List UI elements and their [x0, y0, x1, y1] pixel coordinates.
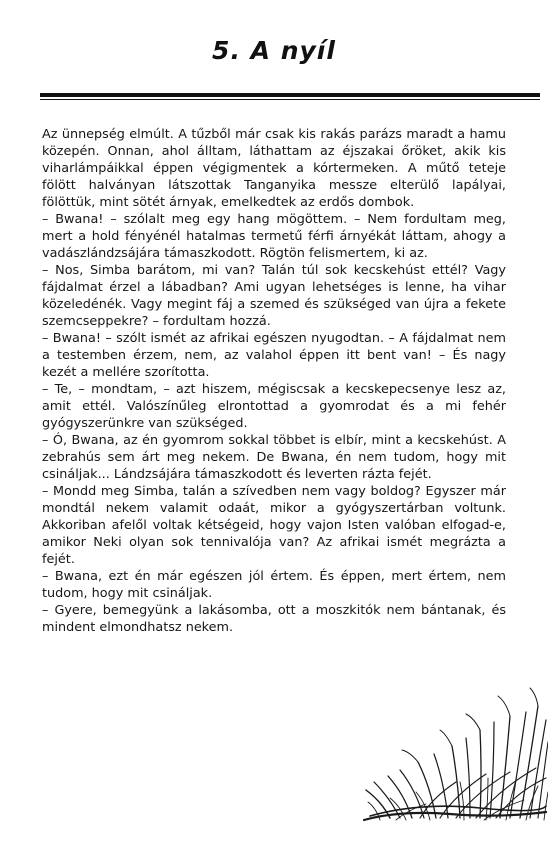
title-rule-thin — [40, 99, 540, 100]
paragraph-5: – Te, – mondtam, – azt hiszem, mégiscsak a kecskepecsenye lesz az, amit ettél. Valószínűleg elrontottad a gyomrodat és a mi fehér gyógyszerünkre van szükséged. — [42, 382, 506, 431]
paragraph-8: – Bwana, ezt én már egészen jól értem. És éppen, mert értem, nem tudom, hogy mit csináljak. — [42, 569, 506, 601]
grass-tuft-icon — [360, 682, 548, 822]
title-rule-thick — [40, 93, 540, 97]
paragraph-7: – Mondd meg Simba, talán a szívedben nem vagy boldog? Egyszer már mondtál nekem valamit odaát, mikor a gyógyszertárban voltunk. Akkoriban afelől voltak kétségeid, hogy vajon Isten valóban elfogad-e, amikor Neki olyan sok tennivalója van? Az afrikai ismét megrázta a fejét. — [42, 484, 506, 567]
paragraph-4: – Bwana! – szólt ismét az afrikai egészen nyugodtan. – A fájdalmat nem a testemben érzem, nem, az valahol éppen itt bent van! – És nagy kezét a mellére szorította. — [42, 331, 506, 380]
chapter-body — [42, 126, 506, 636]
chapter-title: 5. A nyíl — [212, 36, 336, 65]
paragraph-2: – Bwana! – szólalt meg egy hang mögöttem. – Nem fordultam meg, mert a hold fényénél hatalmas termetű férfi árnyékát láttam, ahogy a vadászlándzsájára támaszkodott. Rögtön felismertem, ki az. — [42, 212, 506, 261]
paragraph-3: – Nos, Simba barátom, mi van? Talán túl sok kecskehúst ettél? Vagy fájdalmat érzel a lábadban? Ami ugyan lehetséges is lenne, ha vihar közeledénék. Vagy megint fáj a szemed és szükséged van újra a fekete szemcseppekre? – fordultam hozzá. — [42, 263, 506, 329]
paragraph-9: – Gyere, bemegyünk a lakásomba, ott a moszkitók nem bántanak, és mindent elmondhatsz nekem. — [42, 603, 506, 635]
paragraph-6: – Ó, Bwana, az én gyomrom sokkal többet is elbír, mint a kecskehúst. A zebrahús sem árt meg nekem. De Bwana, én nem tudom, hogy mit csináljak... Lándzsájára támaszkodott és leverten rázta fejét. — [42, 433, 506, 482]
paragraph-1: Az ünnepség elmúlt. A tűzből már csak kis rakás parázs maradt a hamu közepén. Onnan, ahol álltam, láthattam az éjszakai őröket, akik kis viharlámpáikkal éppen végigmentek a kórtermeken. A műtő teteje fölött halványan látszottak Tanganyika messze elterülő lapályai, fölöttük, mint sötét árnyak, emelkedtek az erdős dombok. — [42, 127, 506, 210]
